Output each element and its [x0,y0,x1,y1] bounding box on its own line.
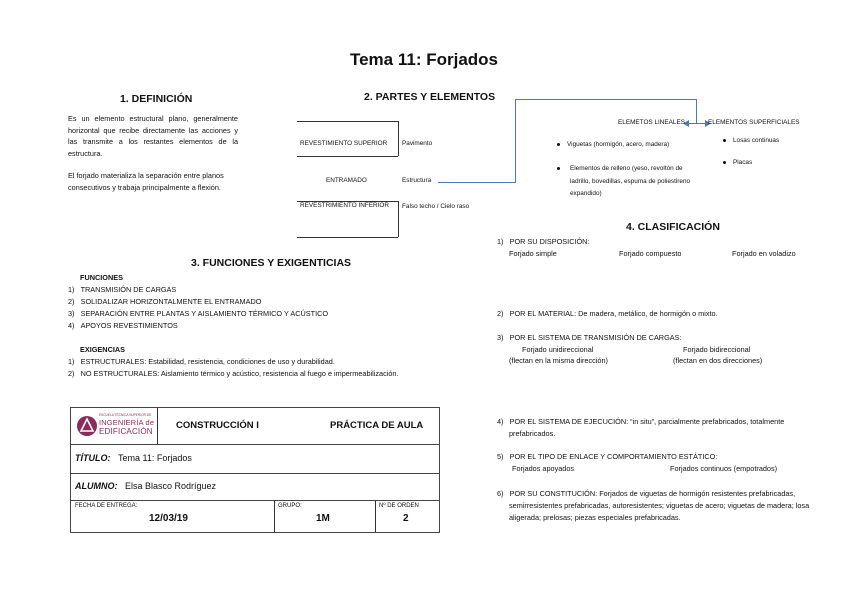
clasif-item: 2) POR EL MATERIAL: De madera, metálico, de hormigón o mixto. [497,309,718,318]
exigencias-title: EXIGENCIAS [80,345,126,354]
clasif-item-cont: semirresistentes prefabricadas, autoresistentes; viguetas de acero; viguetas de madera; losa [509,501,810,510]
superficial-item: Placas [723,159,752,166]
grupo-label: GRUPO: [278,503,302,509]
lineal-item: Elementos de relleno (yeso, revoltón de ladrillo, bovedillas, espuma de poliestireno expandido) [557,163,697,201]
funciones-heading: 3. FUNCIONES Y EXIGENTICIAS [191,257,352,269]
clasif-sub: Forjado en voladizo [732,249,796,258]
orden-label: Nº DE ORDEN [379,503,419,509]
funcion-item: 1) TRANSMISIÓN DE CARGAS [68,285,177,294]
exigencia-item: 1) ESTRUCTURALES: Estabilidad, resistencia, condiciones de uso y durabilidad. [68,357,335,366]
logo-icon [77,415,97,437]
parte-value: Falso techo / Cielo raso [402,203,470,210]
clasif-item: 6) POR SU CONSTITUCIÓN: Forjados de viguetas de hormigón resistentes prefabricadas, [497,489,796,498]
parte-label: REVESTRIMIENTO INFERIOR [300,202,390,209]
fecha-value: 12/03/19 [149,513,188,524]
connector-line [515,99,516,183]
clasif-sub: Forjado unidireccional [522,345,594,354]
clasif-sub: Forjado simple [509,249,557,258]
clasificacion-heading: 4. CLASIFICACIÓN [626,221,720,233]
lineal-item: Viguetas (hormigón, acero, madera) [557,141,669,148]
parte-label: ENTRAMADO [326,177,367,184]
connector-line [438,182,516,183]
parte-value: Estructura [402,177,432,184]
clasif-sub: Forjados continuos (empotrados) [670,464,778,473]
logo-line-1: INGENIERÍA de [99,418,155,427]
exigencia-item: 2) NO ESTRUCTURALES: Aislamiento térmico y acústico, resistencia al fuego e impermeabilización. [68,369,399,378]
clasif-item-cont: aligerada; prelosas; piezas especiales prefabricadas. [509,513,681,522]
funcion-item: 3) SEPARACIÓN ENTRE PLANTAS Y AISLAMIENTO TÉRMICO Y ACÚSTICO [68,309,329,318]
definicion-para-1: Es un elemento estructural plano, generalmente horizontal que recibe directamente las acciones y las transmite a los restantes elementos de la estructura. [68,114,238,158]
clasif-item: 4) POR EL SISTEMA DE EJECUCIÓN: “in situ”, parcialmente prefabricados, totalmente [497,417,785,426]
asignatura: CONSTRUCCIÓN I [176,420,259,431]
titulo-row: TÍTULO: Tema 11: Forjados [75,453,192,463]
page-title: Tema 11: Forjados [349,50,498,69]
alumno-row: ALUMNO: Elsa Blasco Rodríguez [75,481,217,491]
clasif-sub: Forjados apoyados [512,464,575,473]
school-logo [77,413,155,440]
funcion-item: 4) APOYOS REVESTIMIENTOS [68,321,178,330]
parte-label: REVESTIMIENTO SUPERIOR [300,140,388,147]
fecha-label: FECHA DE ENTREGA: [75,503,138,509]
logo-small-text: ESCUELA TÉCNICA SUPERIOR DE [99,413,152,417]
funcion-item: 2) SOLIDALIZAR HORIZONTALMENTE EL ENTRAMADO [68,297,262,306]
practica-tipo: PRÁCTICA DE AULA [330,420,424,431]
clasif-item: 3) POR EL SISTEMA DE TRANSMISIÓN DE CARGAS: [497,333,682,342]
partes-heading: 2. PARTES Y ELEMENTOS [364,91,496,103]
superficiales-title: ELEMENTOS SUPERFICIALES [708,119,800,126]
clasif-item: 1) POR SU DISPOSICIÓN: [497,237,590,246]
definicion-heading: 1. DEFINICIÓN [120,93,193,105]
clasif-sub: Forjado compuesto [619,249,682,258]
clasif-sub: Forjado bidireccional [683,345,751,354]
logo-line-2: EDIFICACIÓN [99,427,153,436]
clasif-item-cont: prefabricados. [509,429,556,438]
lineales-title: ELEMETOS LINEALES [618,119,686,126]
definicion-para-2: El forjado materializa la separación entre planos consecutivos y trabaja principalmente a flexión. [68,171,224,192]
clasif-sub: (flectan en la misma dirección) [509,356,608,365]
parte-value: Pavimento [402,140,433,147]
double-arrow-icon [683,120,711,127]
info-table [70,407,440,533]
clasif-item: 5) POR EL TIPO DE ENLACE Y COMPORTAMIENTO ESTÁTICO: [497,452,718,461]
funciones-title: FUNCIONES [80,273,123,282]
connector-line [515,99,696,100]
orden-value: 2 [403,513,409,524]
clasif-sub: (flectan en dos direcciones) [673,356,763,365]
grupo-value: 1M [316,513,330,524]
superficial-item: Losas continuas [723,137,779,144]
